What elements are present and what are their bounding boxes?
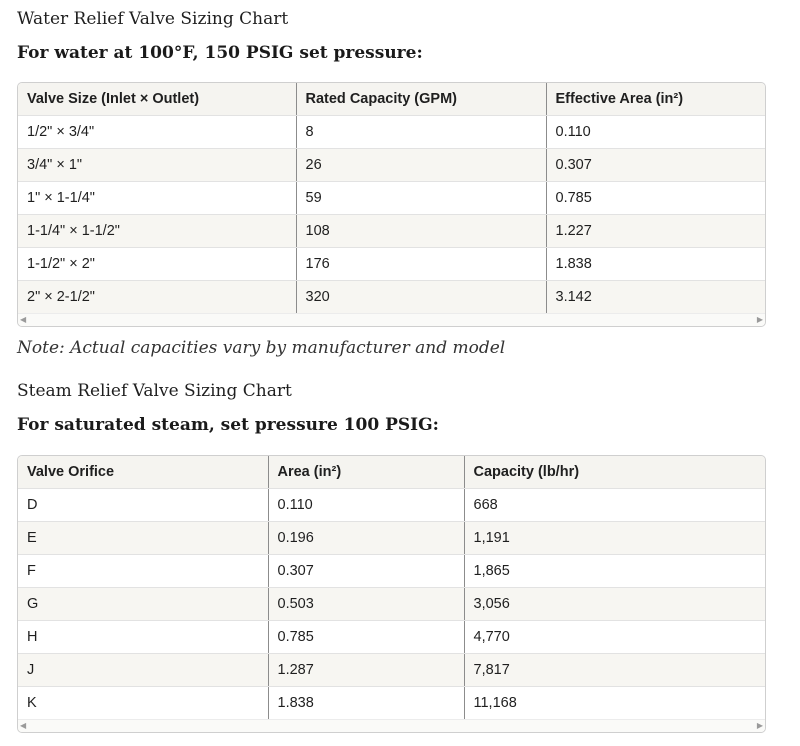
- capacity-cell: 4,770: [464, 621, 765, 654]
- rated-capacity-cell: 8: [296, 116, 546, 149]
- capacity-cell: 1,191: [464, 522, 765, 555]
- table-row: [18, 489, 765, 522]
- valve-size-cell: 3/4" × 1": [18, 149, 296, 182]
- valve-orifice-cell: E: [18, 522, 268, 555]
- steam-header-area: Area (in²): [268, 456, 464, 489]
- table-row: [18, 182, 765, 215]
- steam-chart-subtitle: For saturated steam, set pressure 100 PSIG:: [17, 415, 439, 435]
- capacity-cell: 7,817: [464, 654, 765, 687]
- valve-size-cell: 1-1/4" × 1-1/2": [18, 215, 296, 248]
- rated-capacity-cell: 320: [296, 281, 546, 314]
- valve-size-cell: 1/2" × 3/4": [18, 116, 296, 149]
- valve-size-cell: 1-1/2" × 2": [18, 248, 296, 281]
- valve-orifice-cell: F: [18, 555, 268, 588]
- table-row: [18, 149, 765, 182]
- capacity-cell: 668: [464, 489, 765, 522]
- water-table: [18, 83, 765, 313]
- water-header-valve-size: Valve Size (Inlet × Outlet): [18, 83, 296, 116]
- area-cell: 0.307: [268, 555, 464, 588]
- valve-orifice-cell: D: [18, 489, 268, 522]
- water-table-container[interactable]: [17, 82, 766, 327]
- table-row: [18, 248, 765, 281]
- steam-table-scrollbar[interactable]: [18, 719, 765, 732]
- scroll-right-arrow-icon[interactable]: ▶: [756, 721, 763, 730]
- table-row: [18, 654, 765, 687]
- valve-orifice-cell: G: [18, 588, 268, 621]
- area-cell: 0.503: [268, 588, 464, 621]
- effective-area-cell: 1.227: [546, 215, 765, 248]
- valve-size-cell: 2" × 2-1/2": [18, 281, 296, 314]
- steam-chart-title: Steam Relief Valve Sizing Chart: [17, 381, 292, 401]
- water-chart-title: Water Relief Valve Sizing Chart: [17, 9, 289, 29]
- effective-area-cell: 3.142: [546, 281, 765, 314]
- area-cell: 1.287: [268, 654, 464, 687]
- valve-orifice-cell: J: [18, 654, 268, 687]
- table-row: [18, 621, 765, 654]
- table-row: [18, 555, 765, 588]
- area-cell: 1.838: [268, 687, 464, 720]
- rated-capacity-cell: 108: [296, 215, 546, 248]
- area-cell: 0.110: [268, 489, 464, 522]
- scroll-right-arrow-icon[interactable]: ▶: [756, 315, 763, 324]
- water-header-effective-area: Effective Area (in²): [546, 83, 765, 116]
- table-row: [18, 588, 765, 621]
- area-cell: 0.785: [268, 621, 464, 654]
- table-row: [18, 522, 765, 555]
- steam-table-header-row: [18, 456, 765, 489]
- water-chart-note: Note: Actual capacities vary by manufacturer and model: [17, 338, 506, 358]
- capacity-cell: 1,865: [464, 555, 765, 588]
- steam-header-capacity: Capacity (lb/hr): [464, 456, 765, 489]
- effective-area-cell: 0.307: [546, 149, 765, 182]
- water-table-scrollbar[interactable]: [18, 313, 765, 326]
- scroll-left-arrow-icon[interactable]: ◀: [20, 721, 27, 730]
- area-cell: 0.196: [268, 522, 464, 555]
- effective-area-cell: 1.838: [546, 248, 765, 281]
- table-row: [18, 687, 765, 720]
- water-header-rated-capacity: Rated Capacity (GPM): [296, 83, 546, 116]
- steam-table: [18, 456, 765, 719]
- valve-orifice-cell: K: [18, 687, 268, 720]
- effective-area-cell: 0.785: [546, 182, 765, 215]
- steam-header-valve-orifice: Valve Orifice: [18, 456, 268, 489]
- table-row: [18, 281, 765, 314]
- table-row: [18, 116, 765, 149]
- scroll-left-arrow-icon[interactable]: ◀: [20, 315, 27, 324]
- steam-table-container[interactable]: [17, 455, 766, 733]
- table-row: [18, 215, 765, 248]
- rated-capacity-cell: 176: [296, 248, 546, 281]
- capacity-cell: 3,056: [464, 588, 765, 621]
- valve-size-cell: 1" × 1-1/4": [18, 182, 296, 215]
- valve-orifice-cell: H: [18, 621, 268, 654]
- water-table-header-row: [18, 83, 765, 116]
- rated-capacity-cell: 59: [296, 182, 546, 215]
- rated-capacity-cell: 26: [296, 149, 546, 182]
- capacity-cell: 11,168: [464, 687, 765, 720]
- effective-area-cell: 0.110: [546, 116, 765, 149]
- water-chart-subtitle: For water at 100°F, 150 PSIG set pressure:: [17, 43, 423, 63]
